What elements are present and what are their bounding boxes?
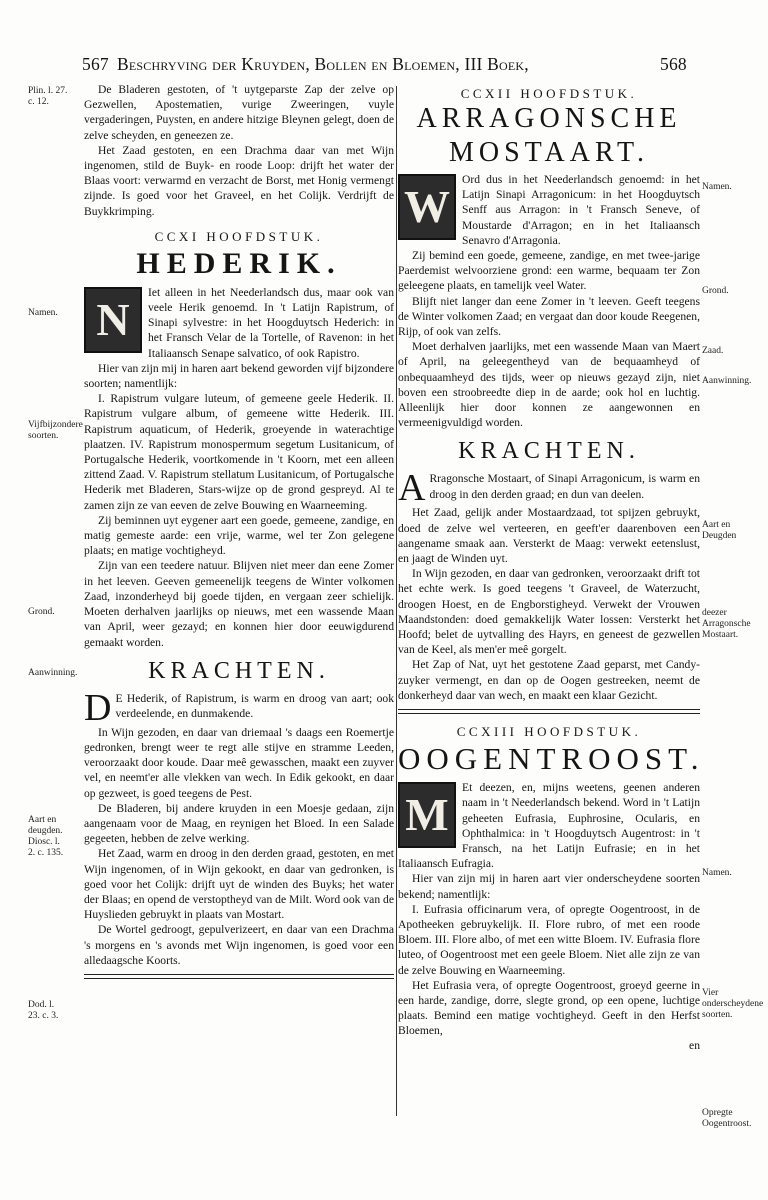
names-paragraph-3: Et deezen, en, mijns weetens, geenen anderen naam in 't Neederlandsch bekend. Word in 't Latijn geheeten Eufrasia, Euphrosine, Ocularis, en Ophthalmica: in 't Hoogduytsch Augentrost: in 't Fransch, na het Latijn Eufrasie; en in het Italiaansch Eufragia. [398, 781, 700, 871]
chapter-heading: CCXI HOOFDSTUK. [154, 228, 324, 244]
right-column [398, 82, 705, 1052]
krachten2-paragraph-2: Het Zaad, gelijk ander Mostaardzaad, tot spijzen gebruykt, doed de zelve wel verteeren, en geeft'er daarenboven een aangename smaak aan. Versterkt de Maag: verwekt eetenslust, en jaagt de Winden uyt. [398, 506, 700, 566]
left-page-number: 567 [82, 54, 109, 74]
chapter-heading-3: CCXIII HOOFDSTUK. [456, 724, 642, 740]
margin-note-namen-right: Namen. [702, 182, 732, 192]
dropcap-w [398, 174, 456, 240]
chapter-title-3: OOGENTROOST. [398, 741, 705, 777]
lifespan-paragraph: Blijft niet langer dan eene Zomer in 't leeven. Geeft teegens de Winter volkomen Zaad; en vergaat dan door koude Reegenen, Rijp, of ook van zelfs. [398, 294, 700, 339]
krachten-paragraph-1: E Hederik, of Rapistrum, is warm en droog van aart; ook verdeelende, en dunmakende. [115, 691, 394, 720]
species-list: I. Rapistrum vulgare luteum, of gemeene geele Hederik. II. Rapistrum vulgare album, of gemeene witte Hederik. III. Rapistrum aquaticum, of Hederik, groeyende in waterachtige plaatzen. IV. Rapistrum monospermum segetum Lusitanicum, of Portugalsche Hederik, voortkomende in 't Koorn, met een alleen zittend Zaad. V. Rapistrum stellatum Lusitanicum, of Portugalsche Hederik met Bladeren, Stars-wijze op de grond gespreyd. Al te zamen zijn ze van eeven de zelve Bouwing en Waarneeming. [84, 392, 394, 512]
chapter-title-line1: ARRAGONSCHE [416, 103, 682, 134]
krachten2-paragraph-4: Het Zap of Nat, uyt het gestotene Zaad geparst, met Candy-zuyker vermengt, en dan op de Oogen gestreeken, neemt de donkerheyd daar van wech, en maakt een klaar Gezicht. [398, 658, 700, 702]
margin-note-namen2: Namen. [702, 868, 732, 878]
right-page-number: 568 [660, 54, 687, 74]
dropcap-letter-w: W [404, 181, 450, 232]
intro-paragraph-2: Het Zaad gestoten, en een Drachma daar van met Wijn ingenomen, stild de Buyk- en roode Loop: drijft het water der Blaas voort: verwarmd en verzacht de Borst, met Honig vermengt zijnde. Is goed voor het Graveel, en het Colijk. Verdrijft de Buykkrimping. [84, 143, 394, 218]
section-heading-krachten-2: KRACHTEN. [458, 438, 640, 465]
margin-note-plin: Plin. l. 27. c. 12. [28, 86, 68, 107]
chapter-title-line2: MOSTAART. [448, 137, 649, 168]
cultivation-paragraph: Zijn van een teedere natuur. Blijven niet meer dan eene Zomer in het leeven. Geeven gemeenelijk teegens de Winter volkomen Zaad, inzonderheyd bij goede tijden, en vergaan zeer schielijk. Moeten derhalven jaarlijks op nieuws, met een wassende Maan van April, weer gezayd; en konnen hier door eeuwigdurend gemaakt worden. [84, 559, 394, 649]
section-rule [84, 974, 394, 979]
krachten-paragraph-5: De Wortel gedroogt, gepulverizeert, en daar van een Drachma 's morgens en 's avonds met Wijn ingenomen, is goed voor een alledaagsche Koorts. [84, 923, 394, 967]
margin-note-soorten: Vijfbijzondere soorten. [28, 420, 83, 441]
habitat-paragraph: Het Eufrasia vera, of opregte Oogentroost, groeyd geerne in een harde, zandige, dorre, slegte grond, op een opene, luchtige plaats. Bemind een matige vochtigheyd. Geeft in den Herfst Bloemen, [398, 978, 700, 1038]
margin-note-aart: Aart en deugden. Diosc. l. 2. c. 135. [28, 815, 64, 858]
catchword: en [689, 1038, 700, 1052]
left-column [84, 82, 394, 985]
species-intro: Hier van zijn mij in haren aart bekend geworden vijf bijzondere soorten; namentlijk: [84, 361, 394, 391]
species-intro-2: Hier van zijn mij in haren aart vier onderscheydene soorten bekend; namentlijk: [398, 872, 700, 901]
soil-paragraph: Zij beminnen uyt eygener aart een goede, gemeene, zandige, en matig gemeste aarde: een vrije, warme, wel ter Zon gelegene plaats; en matige vochtigheyd. [84, 513, 394, 558]
initial-letter: D [84, 686, 112, 729]
krachten-paragraph-2: In Wijn gezoden, en daar van driemaal 's daags een Roemertje gedronken, brengt weer te regt alle stijve en stramme Leeden, veroorzaakt door koude. Daar meê gewasschen, maakt een zuyver vel, en neemt'er alle vlekken van wech. In Edik gekookt, en daar op gezweet, is goed teegens de Pest. [84, 725, 394, 800]
species-list-2: I. Eufrasia officinarum vera, of opregte Oogentroost, in de Apotheeken gebruykelijk. II. Flore rubro, of met een roode Bloem. III. Flore albo, of met een witte Bloem. IV. Eufrasia flore luteo, of Oogentroost met een geele Bloem. Niet alle zijn ze van de zelve Bouwing en Waarneeming. [398, 902, 700, 977]
krachten-paragraph-4: Het Zaad, warm en droog in den derden graad, gestoten, en met Wijn ingenomen, of in Wijn gekookt, en daar van gedronken, is goed voor het Colijk: drijft uyt de winden des Buyks; het water der Blaas; en opend de verstoptheyd van de Milt. Word ook van de Huyslieden gebruykt in plaats van Mostart. [84, 847, 394, 922]
margin-note-zaad: Zaad. [702, 346, 724, 356]
margin-note-grond-right: Grond. [702, 286, 729, 296]
section-heading-krachten: KRACHTEN. [148, 657, 330, 684]
initial-letter-a: A [398, 467, 426, 510]
margin-note-aart-right: Aart en Deugden [702, 520, 737, 541]
margin-note-aanwinning: Aanwinning. [28, 668, 78, 678]
krachten2-paragraph-1: Rragonsche Mostaart, of Sinapi Arragonicum, is warm en droog in den derden graad; en dun van deelen. [429, 472, 700, 501]
dropcap-n [84, 287, 142, 353]
margin-note-opregte: Opregte Oogentroost. [702, 1108, 752, 1129]
names-paragraph-2: Ord dus in het Neederlandsch genoemd: in het Latijn Sinapi Arragonicum: in het Hoogduytsch Senff aus Arragon: in 't Fransch Seneve, of Moustarde d'Arragon; en in het Italiaansch Senavro d'Arragonia. [462, 173, 700, 247]
sowing-paragraph: Moet derhalven jaarlijks, met een wassende Maan van Maert of April, na geleegentheyd van de bequaamheyd of onbequaamheyd des tijds, weer op nieuws gezayd zijn, niet boven een stroobreedte diep in de aarde; ook hol en luchtig. Alleenlijk hier door konnen ze aangewonnen en vermeenigvuldigd worden. [398, 340, 700, 430]
margin-note-namen: Namen. [28, 308, 58, 318]
margin-note-dod: Dod. l. 23. c. 3. [28, 1000, 59, 1021]
margin-note-aanwinning-right: Aanwinning. [702, 376, 752, 386]
running-header [82, 54, 687, 80]
dropcap-letter-m: M [405, 789, 449, 841]
chapter-heading-2: CCXII HOOFDSTUK. [460, 86, 638, 101]
krachten-paragraph-3: De Bladeren, bij andere kruyden in een Moesje gedaan, zijn aangenaam voor de Maag, en reynigen het Bloed. In een Salade gegeeten, hebben de zelve werking. [84, 801, 394, 846]
dropcap-m [398, 782, 456, 848]
chapter-title: HEDERIK. [136, 246, 342, 280]
krachten2-paragraph-3: In Wijn gezoden, en daar van gedronken, veroorzaakt drift tot het echte werk. Is goed teegens 't Graveel, de Waterzucht, droogen Hoest, en de Engborstigheyd. Verwekt der Vrouwen Maandstonden: doed gemakkelijk Water lossen: Versterkt het Hoofd; belet de uytvalling des Hayrs, en geneest de gezwellen van de Keel, als men'er meê gorgelt. [398, 567, 700, 657]
running-title: Beschryving der Kruyden, Bollen en Bloemen, III Boek, [117, 54, 529, 74]
intro-paragraph: De Bladeren gestoten, of 't uytgeparste Zap der zelve op Gezwellen, Apostematien, vurige Zweeringen, vuyle vergaderingen, Puysten, en andere hitzige Bleynen gelegt, doen de zelve scheyden, en geneezen ze. [84, 83, 394, 142]
margin-note-deezer: deezer Arragonsche Mostaart. [702, 608, 751, 640]
column-divider [396, 86, 397, 1116]
margin-note-vier: Vier onderscheydene soorten. [702, 988, 764, 1020]
soil-paragraph-2: Zij bemind een goede, gemeene, zandige, en met twee-jarige Paerdemist welvoorziene grond: een warme, bequaam ter Zon geleegene plaats, en tamelijk veel Water. [398, 249, 700, 293]
names-paragraph: Iet alleen in het Neederlandsch dus, maar ook van veele Herik genoemd. In 't Latijn Rapistrum, of Sinapi sylvestre: in het Hoogduytsch Hederich: in het Fransch Velar de la Tortelle, of Ravenon: in het Italiaansch Senape salvatico, of ook Rapistro. [148, 285, 394, 360]
section-rule-2 [398, 709, 700, 714]
dropcap-letter: N [96, 293, 130, 345]
margin-note-grond: Grond. [28, 607, 55, 617]
